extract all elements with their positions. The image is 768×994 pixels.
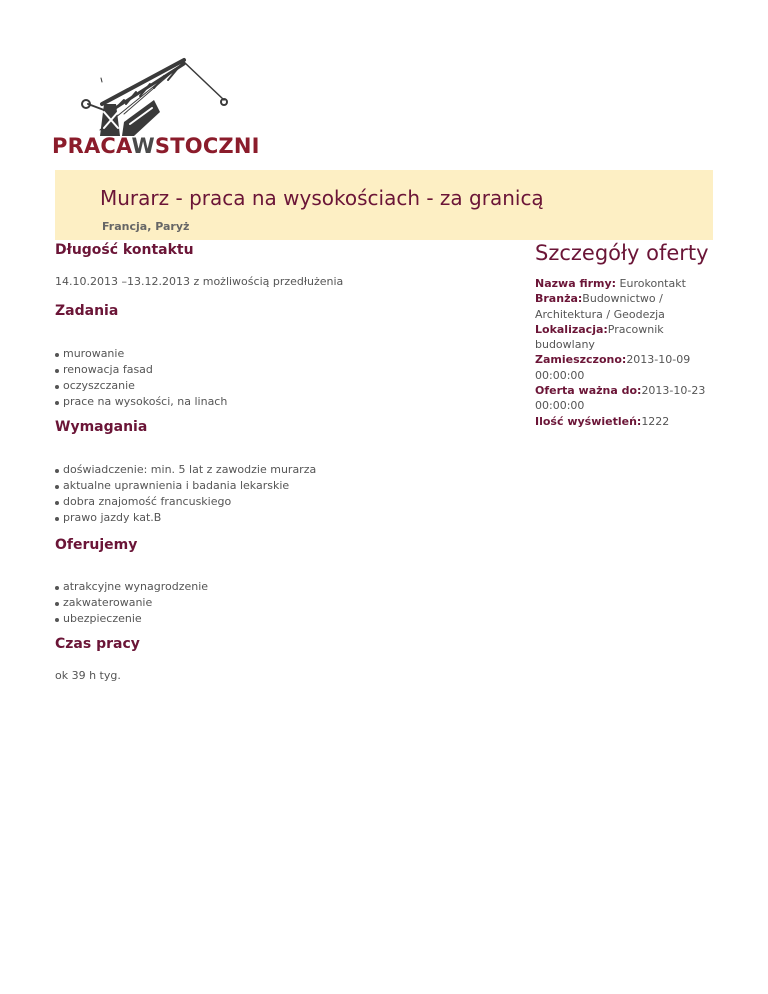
detail-value: 1222 — [641, 414, 670, 428]
offer-heading: Oferujemy — [55, 537, 138, 553]
list-item: aktualne uprawnienia i badania lekarskie — [55, 478, 316, 494]
detail-label: Ilość wyświetleń: — [535, 414, 642, 428]
job-title-banner — [55, 170, 713, 240]
offer-list — [55, 579, 208, 627]
tasks-list — [55, 346, 227, 410]
logo-part-stoczni: STOCZNI — [154, 134, 260, 158]
logo-part-praca: PRACA — [52, 134, 132, 158]
contract-heading: Długość kontaktu — [55, 242, 194, 258]
detail-value: Budownictwo / Architektura / Geodezja — [535, 292, 665, 321]
detail-label: Zamieszczono: — [535, 353, 627, 367]
details-heading: Szczegóły oferty — [535, 241, 709, 265]
requirements-heading: Wymagania — [55, 419, 148, 435]
hours-heading: Czas pracy — [55, 636, 140, 652]
site-logo[interactable] — [52, 52, 260, 162]
detail-value: 2013-10-09 00:00:00 — [535, 353, 691, 382]
job-title: Murarz - praca na wysokościach - za granicą — [100, 186, 544, 210]
detail-label: Oferta ważna do: — [535, 384, 642, 398]
detail-label: Lokalizacja: — [535, 322, 608, 336]
detail-industry — [535, 291, 715, 322]
detail-location — [535, 322, 715, 353]
logo-part-w: W — [131, 134, 155, 158]
detail-company — [535, 276, 715, 291]
logo-wordmark — [52, 136, 260, 157]
list-item: murowanie — [55, 346, 227, 362]
crane-icon — [64, 52, 234, 142]
list-item: renowacja fasad — [55, 362, 227, 378]
hours-text: ok 39 h tyg. — [55, 669, 121, 682]
list-item: atrakcyjne wynagrodzenie — [55, 579, 208, 595]
detail-views — [535, 414, 715, 429]
list-item: dobra znajomość francuskiego — [55, 494, 316, 510]
detail-value: 2013-10-23 00:00:00 — [535, 384, 706, 413]
list-item: prawo jazdy kat.B — [55, 510, 316, 526]
list-item: zakwaterowanie — [55, 595, 208, 611]
detail-value: Eurokontakt — [616, 277, 686, 290]
detail-label: Nazwa firmy: — [535, 277, 617, 290]
details-list — [535, 276, 715, 429]
list-item: oczyszczanie — [55, 378, 227, 394]
detail-posted — [535, 352, 715, 383]
list-item: ubezpieczenie — [55, 611, 208, 627]
job-location: Francja, Paryż — [102, 220, 190, 233]
detail-valid-until — [535, 383, 715, 414]
tasks-heading: Zadania — [55, 303, 119, 319]
detail-label: Branża: — [535, 292, 583, 306]
contract-text: 14.10.2013 –13.12.2013 z możliwością przedłużenia — [55, 275, 344, 288]
list-item: prace na wysokości, na linach — [55, 394, 227, 410]
requirements-list — [55, 462, 316, 526]
detail-value: Pracownik budowlany — [535, 322, 664, 352]
list-item: doświadczenie: min. 5 lat z zawodzie murarza — [55, 462, 316, 478]
